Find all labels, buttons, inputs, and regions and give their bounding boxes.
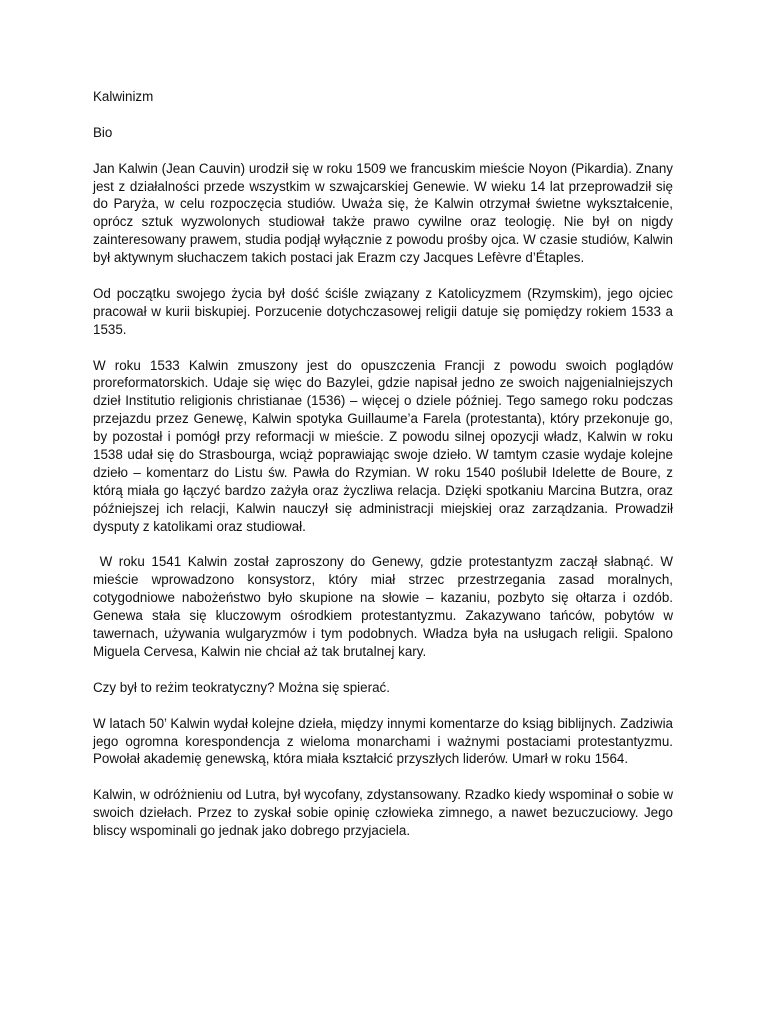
paragraph-geneva: W roku 1541 Kalwin został zaproszony do Genewy, gdzie protestantyzm zaczął słabnąć. W mieście wprowadzono konsystorz, który miał strzec przestrzegania zasad moralnych, cotygodniowe nabożeństwo było skupione na słowie – kazaniu, pozbyto się ołtarza i ozdób. Genewa stała się kluczowym ośrodkiem protestantyzmu. Zakazywano tańców, pobytów w tawernach, używania wulgaryzmów i tym podobnych. Władza była na usługach religii. Spalono Miguela Cervesa, Kalwin nie chciał aż tak brutalnej kary. [93, 554, 677, 660]
document-title: Kalwinizm [93, 89, 154, 104]
paragraph-biography: Jan Kalwin (Jean Cauvin) urodził się w roku 1509 we francuskim mieście Noyon (Pikardia). Znany jest z działalności przede wszystkim w szwajcarskiej Genewie. W wieku 14 lat przeprowadził się do Paryża, w celu rozpoczęcia studiów. Uważa się, że Kalwin otrzymał świetne wykształcenie, oprócz sztuk wyzwolonych studiował także prawo cywilne oraz teologię. Nie był on nigdy zainteresowany prawem, studia podjął wyłącznie z powodu prośby ojca. W czasie studiów, Kalwin był aktywnym słuchaczem takich postaci jak Erazm czy Jacques Lefèvre d’Étaples. [93, 160, 673, 266]
paragraph-exile: W roku 1533 Kalwin zmuszony jest do opuszczenia Francji z powodu swoich poglądów proreformatorskich. Udaje się więc do Bazylei, gdzie napisał jedno ze swoich najgenialniejszych dzieł Institutio religionis christianae (1536) – więcej o dziele później. Tego samego roku podczas przejazdu przez Genewę, Kalwin spotyka Guillaume’a Farela (protestanta), który przekonuje go, by pozostał i pomógł przy reformacji w mieście. Z powodu silnej opozycji władz, Kalwin w roku 1538 udał się do Strasbourga, wciąż poprawiając swoje dzieło. W tamtym czasie wydaje kolejne dzieło – komentarz do Listu św. Pawła do Rzymian. W roku 1540 poślubił Idelette de Boure, z którą miała go łączyć bardzo zażyła oraz życzliwa relacja. Dzięki spotkaniu Marcina Butzra, oraz późniejszej ich relacji, Kalwin nauczył się administracji miejskiej oraz zarządzania. Prowadził dysputy z katolikami oraz studiował. [93, 357, 673, 534]
paragraph-character: Kalwin, w odróżnieniu od Lutra, był wycofany, zdystansowany. Rzadko kiedy wspominał o sobie w swoich dziełach. Przez to zyskał sobie opinię człowieka zimnego, a nawet bezuczuciowy. Jego bliscy wspominali go jednak jako dobrego przyjaciela. [93, 787, 673, 839]
paragraph-catholicism: Od początku swojego życia był dość ściśle związany z Katolicyzmem (Rzymskim), jego ojciec pracował w kurii biskupiej. Porzucenie dotychczasowej religii datuje się pomiędzy rokiem 1533 a 1535. [93, 285, 673, 337]
section-heading: Bio [93, 124, 113, 140]
paragraph-question: Czy był to reżim teokratyczny? Można się spierać. [93, 679, 390, 695]
paragraph-later-works: W latach 50’ Kalwin wydał kolejne dzieła, między innymi komentarze do ksiąg biblijnych. Zadziwia jego ogromna korespondencja z wieloma monarchami i ważnymi postaciami protestantyzmu. Powołał akademię genewską, która miała kształcić przyszłych liderów. Umarł w roku 1564. [93, 715, 673, 767]
document-page [93, 88, 677, 840]
